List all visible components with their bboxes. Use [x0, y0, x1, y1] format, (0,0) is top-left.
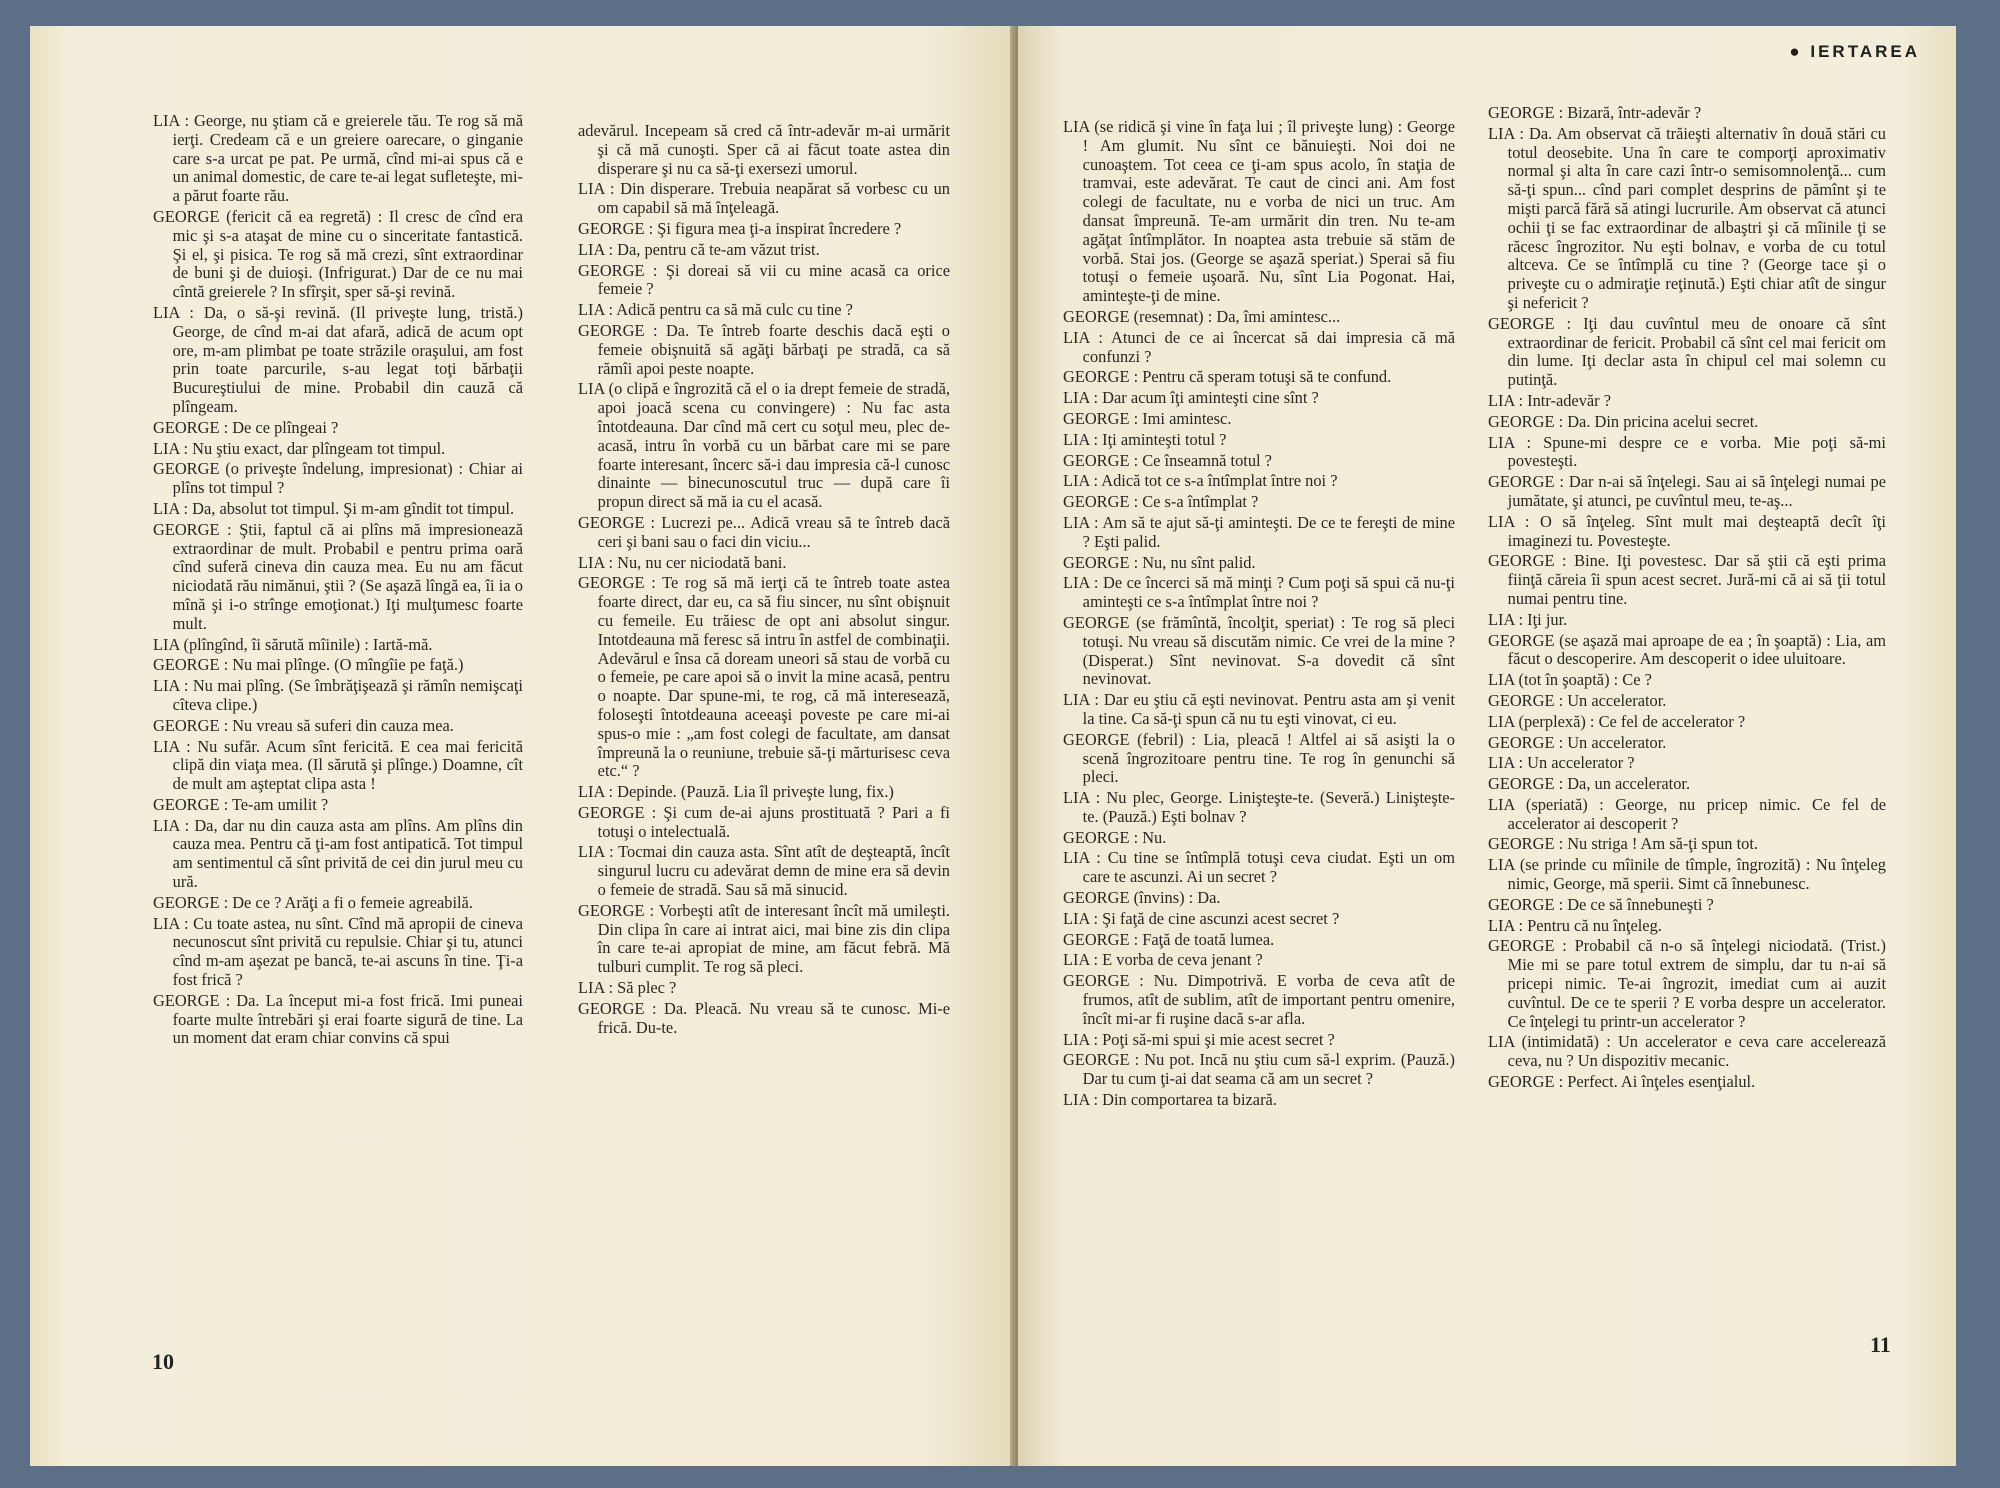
dialogue-line: GEORGE : Da. Te întreb foarte deschis dacă eşti o femeie obişnuită să agăţi bărbaţi pe stradă, ca să rămîi apoi peste noapte. [578, 320, 950, 378]
dialogue-line: LIA (se ridică şi vine în faţa lui ; îl priveşte lung) : George ! Am glumit. Nu sînt ce bănuieşti. Noi doi ne cunoaştem. Tot ceea ce ţi-am spus acolo, în staţia de tramvai, este adevărat. Te caut de cinci ani. Am fost colegi de facultate, nu e vorba de nici un truc. Am dansat împreună. Te-am urmărit din tren. Nu te-am agăţat întîmplător. In noaptea asta trebuie să stăm de vorbă. Stai jos. (George se aşază speriat.) Sperai să fiu totuşi o femeie uşoară. Nu, sînt Lia Pogonat. Hai, aminteşte-ţi de mine. [1063, 117, 1455, 306]
dialogue-line: GEORGE : Probabil că n-o să înţelegi niciodată. (Trist.) Mie mi se pare totul extrem de simplu, dar tu n-ai să pricepi nimic. Te-ai îngrozit, imediat cum ai auzit cuvîntul. De ce te sperii ? E vorba despre un accelerator. Ce înţelegi tu printr-un accelerator ? [1488, 936, 1886, 1031]
dialogue-line: LIA (tot în şoaptă) : Ce ? [1488, 670, 1652, 690]
dialogue-line: LIA : Atunci de ce ai încercat să dai impresia că mă confunzi ? [1063, 327, 1455, 366]
dialogue-line: LIA : Şi faţă de cine ascunzi acest secret ? [1063, 908, 1340, 928]
dialogue-line: LIA : Am să te ajut să-ţi aminteşti. De ce te fereşti de mine ? Eşti palid. [1063, 512, 1455, 551]
dialogue-line: GEORGE : Şi doreai să vii cu mine acasă ca orice femeie ? [578, 260, 950, 299]
dialogue-line: LIA : De ce încerci să mă minţi ? Cum poţi să spui că nu-ţi aminteşti ce s-a întîmplat între noi ? [1063, 573, 1455, 612]
dialogue-line: LIA : Da. Am observat că trăieşti alternativ în două stări cu totul deosebite. Una în care te comporţi aproximativ normal şi alta în care cazi într-o semisomnolenţă... cum să-ţi spun... cînd pari complet desprins de pămînt şi te mişti parcă fără să atingi lucrurile. Am observat că atunci ochii ţi se fac extraordinar de albaştri şi că mîinile ţi se răcesc îngrozitor. Nu eşti bolnav, e vorba de cu totul altceva. Ce se întîmplă cu tine ? (George tace şi o priveşte cu o admiraţie reţinută.) Eşti chiar atît de singur şi nefericit ? [1488, 123, 1886, 312]
dialogue-line: LIA (intimidată) : Un accelerator e ceva care accelerează ceva, nu ? Un dispozitiv mecanic. [1488, 1032, 1886, 1071]
dialogue-line: GEORGE : Bine. Iţi povestesc. Dar să ştii că eşti prima fiinţă căreia îi spun acest secret. Jură-mi că ai să ţii totul numai pentru tine. [1488, 551, 1886, 608]
dialogue-line: GEORGE (febril) : Lia, pleacă ! Altfel ai să asişti la o scenă îngrozitoare pentru tine. Te rog în genunchi să pleci. [1063, 729, 1455, 787]
running-header [1789, 42, 1920, 62]
dialogue-line: LIA : Un accelerator ? [1488, 753, 1635, 773]
dialogue-line: GEORGE : Perfect. Ai înţeles esenţialul. [1488, 1072, 1756, 1092]
page-number-right: 11 [1870, 1332, 1891, 1357]
dialogue-line: GEORGE : Nu vreau să suferi din cauza mea. [153, 715, 454, 735]
dialogue-line: GEORGE : Nu, nu sînt palid. [1063, 552, 1256, 572]
dialogue-line: LIA (plîngînd, îi sărută mîinile) : Iartă-mă. [153, 634, 433, 654]
dialogue-line: GEORGE : De ce plîngeai ? [153, 417, 339, 437]
dialogue-line: GEORGE : Da. Din pricina acelui secret. [1488, 411, 1759, 431]
dialogue-line: LIA (se prinde cu mîinile de tîmple, îngrozită) : Nu înţeleg nimic, George, mă sperii. Simt că înnebunesc. [1488, 855, 1886, 894]
dialogue-line: GEORGE : Faţă de toată lumea. [1063, 929, 1275, 949]
header-bullet: ● [1789, 42, 1803, 61]
dialogue-line: GEORGE (o priveşte îndelung, impresionat) : Chiar ai plîns tot timpul ? [153, 459, 523, 498]
dialogue-line: LIA : Nu sufăr. Acum sînt fericită. E cea mai fericită clipă din viaţa mea. (Il sărută şi plînge.) Doamne, cît de mult am aşteptat clipa asta ! [153, 736, 523, 794]
dialogue-line: GEORGE : Ştii, faptul că ai plîns mă impresionează extraordinar de mult. Probabil e pentru prima oară cînd suferă cineva din cauza mea. Eu nu am făcut niciodată rău nimănui, ştii ? (Se aşază lîngă ea, îi ia o mînă şi i-o strînge emoţionat.) Iţi mulţumesc foarte mult. [153, 519, 523, 633]
dialogue-line: GEORGE : Da, un accelerator. [1488, 774, 1691, 794]
dialogue-line: GEORGE : Dar n-ai să înţelegi. Sau ai să înţelegi numai pe jumătate, şi atunci, pe cuvîntul meu, te-aş... [1488, 472, 1886, 510]
header-title: IERTAREA [1810, 42, 1920, 61]
dialogue-line: GEORGE : Nu striga ! Am să-ţi spun tot. [1488, 834, 1758, 854]
dialogue-line: GEORGE : Un accelerator. [1488, 732, 1667, 752]
dialogue-line: GEORGE (se aşază mai aproape de ea ; în şoaptă) : Lia, am făcut o descoperire. Am descoperit o idee uluitoare. [1488, 630, 1886, 669]
dialogue-line: GEORGE : Nu. [1063, 827, 1167, 847]
dialogue-line: GEORGE : Nu. Dimpotrivă. E vorba de ceva atît de frumos, atît de sublim, atît de important pentru omenire, încît mi-ar fi ruşine dacă s-ar afla. [1063, 971, 1455, 1028]
dialogue-line: GEORGE : Nu mai plînge. (O mîngîie pe faţă.) [153, 655, 464, 675]
dialogue-line: LIA : Da, o să-şi revină. (Il priveşte lung, tristă.) George, de cînd m-ai dat afară, adică de acum opt ore, m-am plimbat pe toate străzile oraşului, am fost prin toate parcurile, s-au legat toţi bărbaţii Bucureştiului de mine. Probabil din cauză că plîngeam. [153, 302, 523, 416]
dialogue-line: LIA : O să înţeleg. Sînt mult mai deşteaptă decît îţi imaginezi tu. Povesteşte. [1488, 511, 1886, 550]
dialogue-line: GEORGE : Pentru că speram totuşi să te confund. [1063, 367, 1392, 387]
dialogue-line: LIA : Poţi să-mi spui şi mie acest secret ? [1063, 1029, 1335, 1049]
dialogue-line: LIA : Pentru că nu înţeleg. [1488, 915, 1662, 935]
dialogue-line: LIA : Cu tine se întîmplă totuşi ceva ciudat. Eşti un om care te ascunzi. Ai un secret ? [1063, 848, 1455, 887]
dialogue-line: LIA : Adică pentru ca să mă culc cu tine ? [578, 300, 853, 320]
dialogue-line: GEORGE : Da. La început mi-a fost frică. Imi puneai foarte multe întrebări şi erai foarte sigură de tine. La un moment dat eram chiar convins că spui [153, 990, 523, 1048]
right-page-column-1 [1063, 118, 1455, 1112]
dialogue-line: LIA : Nu plec, George. Linişteşte-te. (Severă.) Linişteşte-te. (Pauză.) Eşti bolnav ? [1063, 788, 1455, 826]
dialogue-line: LIA : Din disperare. Trebuia neapărat să vorbesc cu un om capabil să mă înţeleagă. [578, 179, 950, 218]
left-page-column-1 [153, 112, 523, 1050]
dialogue-line: LIA : Da, dar nu din cauza asta am plîns. Am plîns din cauza mea. Pentru că ţi-am fost antipatică. Tot timpul am sentimentul că sînt privită de cei din jurul meu cu ură. [153, 815, 523, 892]
dialogue-line: LIA : Iţi jur. [1488, 609, 1568, 629]
dialogue-line: GEORGE : Vorbeşti atît de interesant încît mă umileşti. Din clipa în care ai intrat aici, mai bine zis din clipa în care te-ai apropiat de mine, am făcut febră. Mă tulburi cumplit. Te rog să pleci. [578, 900, 950, 977]
dialogue-line: LIA : Depinde. (Pauză. Lia îl priveşte lung, fix.) [578, 782, 894, 802]
dialogue-line: GEORGE : Te rog să mă ierţi că te întreb toate astea foarte direct, dar eu, ca să fiu sincer, nu sînt obişnuit cu femeile. Eu trăiesc de opt ani absolut singur. Intotdeauna mă feresc să intru în astfel de combinaţii. Adevărul e însa că doream uneori să stau de vorbă cu o femeie, pe care apoi să o invit la mine acasă, pentru o noapte. Dar spune-mi, te rog, că mă interesează, foloseşti întotdeauna aceeaşi poveste pe care mi-ai spus-o mie : „am fost colegi de facultate, am dansat împreună la o reuniune, trebuie să-ţi mărturisesc ceva etc.“ ? [578, 573, 950, 781]
dialogue-line: LIA : Dar eu ştiu că eşti nevinovat. Pentru asta am şi venit la tine. Ca să-ţi spun că nu tu eşti vinovat, ci eu. [1063, 690, 1455, 728]
dialogue-line: GEORGE : Ce s-a întîmplat ? [1063, 492, 1259, 512]
page-number-left: 10 [152, 1349, 174, 1374]
dialogue-line: GEORGE : Un accelerator. [1488, 690, 1667, 710]
dialogue-line: LIA : Nu, nu cer niciodată bani. [578, 552, 787, 572]
dialogue-line: GEORGE : De ce să înnebuneşti ? [1488, 894, 1714, 914]
dialogue-line: LIA : Da, pentru că te-am văzut trist. [578, 239, 820, 259]
dialogue-line: LIA : Dar acum îţi aminteşti cine sînt ? [1063, 388, 1319, 408]
dialogue-line: GEORGE : Lucrezi pe... Adică vreau să te întreb dacă ceri şi bani sau o faci din viciu... [578, 512, 950, 551]
dialogue-line: GEORGE (resemnat) : Da, îmi amintesc... [1063, 306, 1341, 326]
dialogue-line: GEORGE : De ce ? Arăţi a fi o femeie agreabilă. [153, 892, 473, 912]
dialogue-line: GEORGE : Iţi dau cuvîntul meu de onoare că sînt extraordinar de fericit. Probabil că sînt cel mai fericit om din lume. Iţi declar asta în chipul cel mai solemn cu putinţă. [1488, 313, 1886, 390]
dialogue-line: GEORGE (fericit că ea regretă) : Il cresc de cînd era mic şi s-a ataşat de mine cu o sinceritate fantastică. Şi el, şi pisica. Te rog să mă crezi, sînt extraordinar de buni şi de duioşi. (Infrigurat.) Dar de ce nu mai cîntă greierele ? In sfîrşit, sper să-şi revină. [153, 206, 523, 302]
dialogue-line: LIA : Din comportarea ta bizară. [1063, 1090, 1277, 1110]
dialogue-line: adevărul. Incepeam să cred că într-adevăr m-ai urmărit şi că mă cunoşti. Sper că ai făcut toate astea din disperare şi nu ca să-ţi exersezi umorul. [578, 121, 950, 178]
dialogue-line: LIA : Nu mai plîng. (Se îmbrăţişează şi rămîn nemişcaţi cîteva clipe.) [153, 676, 523, 714]
dialogue-line: LIA : E vorba de ceva jenant ? [1063, 950, 1263, 970]
dialogue-line: GEORGE : Te-am umilit ? [153, 794, 329, 814]
dialogue-line: GEORGE (învins) : Da. [1063, 888, 1221, 908]
dialogue-line: GEORGE : Da. Pleacă. Nu vreau să te cunosc. Mi-e frică. Du-te. [578, 998, 950, 1037]
dialogue-line: GEORGE : Şi cum de-ai ajuns prostituată ? Pari a fi totuşi o intelectuală. [578, 802, 950, 841]
dialogue-line: GEORGE : Bizară, într-adevăr ? [1488, 103, 1702, 122]
dialogue-line: GEORGE : Imi amintesc. [1063, 408, 1232, 428]
dialogue-line: LIA : Tocmai din cauza asta. Sînt atît de deşteaptă, încît singurul lucru cu adevărat demn de mine era să devin o femeie de stradă. Sau să mă sinucid. [578, 842, 950, 900]
dialogue-line: LIA (speriată) : George, nu pricep nimic. Ce fel de accelerator ai descoperit ? [1488, 794, 1886, 833]
dialogue-line: LIA : Iţi aminteşti totul ? [1063, 429, 1227, 449]
dialogue-line: LIA : Spune-mi despre ce e vorba. Mie poţi să-mi povesteşti. [1488, 432, 1886, 471]
dialogue-line: GEORGE (se frămîntă, încolţit, speriat) : Te rog să pleci totuşi. Nu vreau să discutăm nimic. Ce vrei de la mine ? (Disperat.) Sînt nevinovat. S-a dovedit că sînt nevinovat. [1063, 612, 1455, 689]
dialogue-line: GEORGE : Ce înseamnă totul ? [1063, 450, 1272, 470]
dialogue-line: LIA : Cu toate astea, nu sînt. Cînd mă apropii de cineva necunoscut sînt privită cu repulsie. Chiar şi tu, atunci cînd m-am aşezat pe bancă, te-ai ascuns în tine. Ţi-a fost frică ? [153, 913, 523, 990]
dialogue-line: LIA : George, nu ştiam că e greierele tău. Te rog să mă ierţi. Credeam că e un greiere oarecare, o ginganie care s-a urcat pe pat. Pe urmă, cînd mi-ai spus că e un animal domestic, de care te-ai legat sufleteşte, mi-a părut foarte rău. [153, 111, 523, 206]
dialogue-line: LIA : Intr-adevăr ? [1488, 390, 1611, 410]
dialogue-line: LIA : Să plec ? [578, 978, 677, 998]
dialogue-line: LIA : Adică tot ce s-a întîmplat între noi ? [1063, 471, 1338, 491]
dialogue-line: GEORGE : Nu pot. Incă nu ştiu cum să-l exprim. (Pauză.) Dar tu cum ţi-ai dat seama că am un secret ? [1063, 1050, 1455, 1089]
right-page-column-2 [1488, 104, 1886, 1094]
dialogue-line: GEORGE : Şi figura mea ţi-a inspirat încredere ? [578, 218, 902, 238]
dialogue-line: LIA (perplexă) : Ce fel de accelerator ? [1488, 711, 1746, 731]
left-page-column-2 [578, 122, 950, 1039]
dialogue-line: LIA (o clipă e îngrozită că el o ia drept femeie de stradă, apoi joacă scena cu convingere) : Nu fac asta întotdeauna. Dar cînd mă cert cu soţul meu, plec de-acasă, intru în vorbă cu un bărbat care mi se pare foarte interesant, încerc să-i dau impresia că-l cunosc dinainte — binecunoscutul truc — după care îi propun direct să mă ia cu el acasă. [578, 379, 950, 512]
dialogue-line: LIA : Nu ştiu exact, dar plîngeam tot timpul. [153, 438, 446, 458]
dialogue-line: LIA : Da, absolut tot timpul. Şi m-am gîndit tot timpul. [153, 498, 515, 518]
